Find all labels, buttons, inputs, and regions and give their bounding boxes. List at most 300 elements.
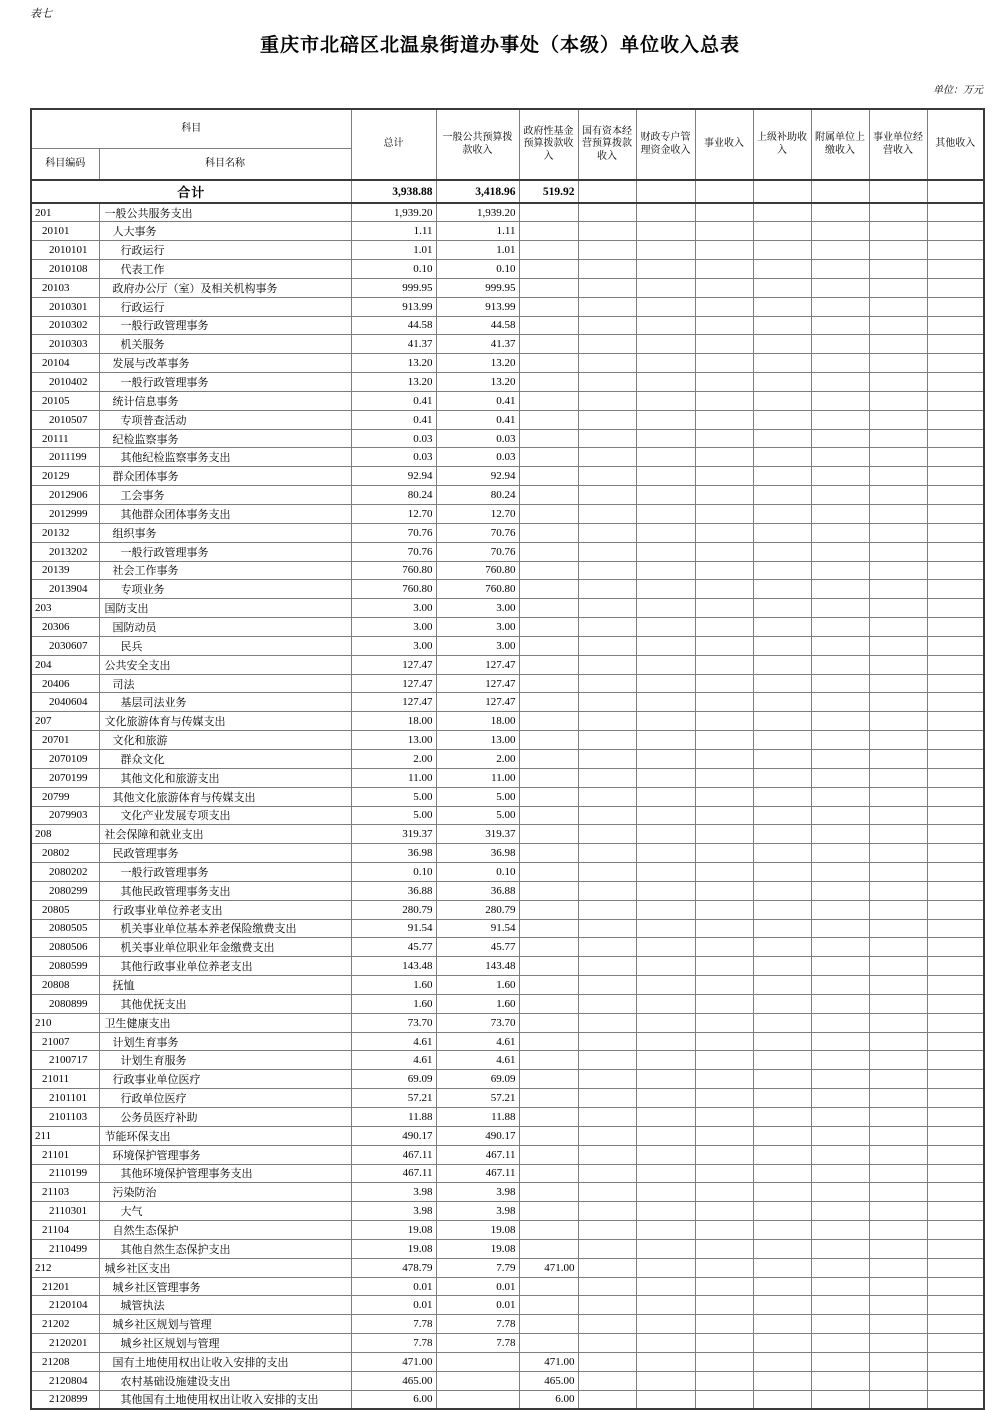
subject-name-cell: 行政事业单位养老支出: [99, 900, 351, 919]
value-cell: [519, 1296, 578, 1315]
total-value-cell: [811, 180, 869, 203]
value-cell: [695, 1183, 753, 1202]
value-cell: [695, 900, 753, 919]
value-cell: 57.21: [351, 1089, 436, 1108]
value-cell: [636, 787, 695, 806]
value-cell: [519, 1051, 578, 1070]
value-cell: [811, 467, 869, 486]
value-cell: [636, 976, 695, 995]
value-cell: [636, 900, 695, 919]
value-cell: [753, 1352, 811, 1371]
value-cell: [695, 712, 753, 731]
subject-code-cell: 2040604: [31, 693, 99, 712]
value-cell: [753, 1126, 811, 1145]
value-cell: [519, 844, 578, 863]
value-cell: [927, 787, 984, 806]
value-cell: [636, 1277, 695, 1296]
subject-name-cell: 机关服务: [99, 335, 351, 354]
value-cell: 7.78: [436, 1315, 519, 1334]
value-cell: [636, 825, 695, 844]
value-cell: [927, 391, 984, 410]
value-cell: [811, 429, 869, 448]
table-header: [31, 109, 984, 180]
value-cell: [811, 636, 869, 655]
subject-code-cell: 21104: [31, 1221, 99, 1240]
value-cell: [927, 1126, 984, 1145]
value-cell: [811, 938, 869, 957]
subject-name-cell: 行政事业单位医疗: [99, 1070, 351, 1089]
value-cell: [869, 316, 927, 335]
subject-code-cell: 21101: [31, 1145, 99, 1164]
value-cell: [695, 260, 753, 279]
subject-code-cell: 211: [31, 1126, 99, 1145]
value-cell: [578, 787, 636, 806]
value-cell: [519, 260, 578, 279]
value-cell: [753, 391, 811, 410]
value-cell: [811, 881, 869, 900]
value-cell: [578, 1070, 636, 1089]
value-cell: [695, 844, 753, 863]
value-cell: [869, 1051, 927, 1070]
subject-name-cell: 行政运行: [99, 297, 351, 316]
table-row: [31, 806, 984, 825]
value-cell: [811, 505, 869, 524]
value-cell: [578, 749, 636, 768]
value-cell: 467.11: [351, 1145, 436, 1164]
value-cell: [753, 599, 811, 618]
subject-name-cell: 其他自然生态保护支出: [99, 1239, 351, 1258]
table-row: [31, 542, 984, 561]
value-cell: [519, 1089, 578, 1108]
value-cell: [869, 863, 927, 882]
value-cell: [578, 561, 636, 580]
value-cell: [927, 448, 984, 467]
table-row: [31, 1390, 984, 1409]
header-value-col-3: 政府性基金预算拨款收入: [519, 109, 578, 180]
value-cell: [927, 768, 984, 787]
subject-code-cell: 210: [31, 1013, 99, 1032]
value-cell: [753, 1032, 811, 1051]
value-cell: [869, 1013, 927, 1032]
table-row: [31, 976, 984, 995]
value-cell: [811, 919, 869, 938]
value-cell: [578, 580, 636, 599]
value-cell: [811, 278, 869, 297]
value-cell: [753, 731, 811, 750]
value-cell: [811, 749, 869, 768]
table-row: [31, 599, 984, 618]
value-cell: [519, 467, 578, 486]
value-cell: [869, 542, 927, 561]
value-cell: [811, 825, 869, 844]
value-cell: [519, 768, 578, 787]
subject-name-cell: 其他文化旅游体育与传媒支出: [99, 787, 351, 806]
subject-name-cell: 统计信息事务: [99, 391, 351, 410]
value-cell: [519, 900, 578, 919]
value-cell: [695, 599, 753, 618]
value-cell: [578, 241, 636, 260]
value-cell: [811, 1145, 869, 1164]
value-cell: [811, 1089, 869, 1108]
value-cell: 0.10: [351, 260, 436, 279]
value-cell: [578, 712, 636, 731]
value-cell: [927, 976, 984, 995]
subject-code-cell: 2011199: [31, 448, 99, 467]
value-cell: [578, 957, 636, 976]
value-cell: [695, 1221, 753, 1240]
value-cell: 467.11: [436, 1145, 519, 1164]
value-cell: 127.47: [436, 693, 519, 712]
table-row: [31, 1183, 984, 1202]
subject-name-cell: 文化和旅游: [99, 731, 351, 750]
value-cell: 80.24: [436, 486, 519, 505]
value-cell: [636, 674, 695, 693]
value-cell: 5.00: [436, 787, 519, 806]
value-cell: [811, 580, 869, 599]
subject-name-cell: 其他行政事业单位养老支出: [99, 957, 351, 976]
value-cell: 11.88: [436, 1108, 519, 1127]
value-cell: [811, 1239, 869, 1258]
value-cell: [927, 731, 984, 750]
value-cell: [927, 1390, 984, 1409]
subject-name-cell: 一般行政管理事务: [99, 863, 351, 882]
value-cell: [927, 260, 984, 279]
value-cell: [753, 1390, 811, 1409]
value-cell: [927, 1202, 984, 1221]
value-cell: [519, 693, 578, 712]
table-row: [31, 486, 984, 505]
value-cell: 7.78: [436, 1334, 519, 1353]
value-cell: [578, 391, 636, 410]
value-cell: [636, 863, 695, 882]
value-cell: [636, 768, 695, 787]
value-cell: 1.60: [436, 976, 519, 995]
subject-code-cell: 2010101: [31, 241, 99, 260]
subject-code-cell: 212: [31, 1258, 99, 1277]
value-cell: [811, 297, 869, 316]
subject-name-cell: 公共安全支出: [99, 655, 351, 674]
subject-name-cell: 社会保障和就业支出: [99, 825, 351, 844]
value-cell: [519, 806, 578, 825]
value-cell: 143.48: [436, 957, 519, 976]
value-cell: [636, 354, 695, 373]
value-cell: [927, 297, 984, 316]
value-cell: [811, 976, 869, 995]
value-cell: [753, 1183, 811, 1202]
subject-name-cell: 城乡社区管理事务: [99, 1277, 351, 1296]
value-cell: [753, 844, 811, 863]
value-cell: [578, 1145, 636, 1164]
subject-name-cell: 群众团体事务: [99, 467, 351, 486]
subject-name-cell: 代表工作: [99, 260, 351, 279]
value-cell: 11.88: [351, 1108, 436, 1127]
value-cell: [811, 391, 869, 410]
value-cell: [927, 542, 984, 561]
subject-name-cell: 其他纪检监察事务支出: [99, 448, 351, 467]
value-cell: [578, 373, 636, 392]
value-cell: [578, 1108, 636, 1127]
subject-name-cell: 文化产业发展专项支出: [99, 806, 351, 825]
value-cell: 4.61: [351, 1051, 436, 1070]
table-number-label: 表七: [30, 8, 52, 20]
value-cell: [695, 354, 753, 373]
table-row: [31, 1296, 984, 1315]
value-cell: [869, 1315, 927, 1334]
table-row: [31, 919, 984, 938]
value-cell: [869, 693, 927, 712]
value-cell: 6.00: [519, 1390, 578, 1409]
value-cell: 1,939.20: [351, 203, 436, 222]
subject-name-cell: 民兵: [99, 636, 351, 655]
value-cell: [636, 1164, 695, 1183]
subject-name-cell: 自然生态保护: [99, 1221, 351, 1240]
header-value-col-7: 上级补助收入: [753, 109, 811, 180]
value-cell: [519, 636, 578, 655]
value-cell: [695, 467, 753, 486]
subject-name-cell: 其他环境保护管理事务支出: [99, 1164, 351, 1183]
value-cell: [636, 1258, 695, 1277]
subject-code-cell: 20132: [31, 523, 99, 542]
value-cell: 0.03: [436, 448, 519, 467]
value-cell: 319.37: [436, 825, 519, 844]
value-cell: 41.37: [351, 335, 436, 354]
page-title: 重庆市北碚区北温泉街道办事处（本级）单位收入总表: [259, 35, 740, 56]
subject-code-cell: 2080299: [31, 881, 99, 900]
value-cell: [578, 636, 636, 655]
value-cell: 913.99: [351, 297, 436, 316]
value-cell: [519, 1277, 578, 1296]
value-cell: 11.00: [436, 768, 519, 787]
value-cell: [753, 1221, 811, 1240]
value-cell: [927, 1371, 984, 1390]
value-cell: [695, 523, 753, 542]
table-row: [31, 1089, 984, 1108]
value-cell: 6.00: [351, 1390, 436, 1409]
value-cell: [695, 674, 753, 693]
value-cell: [753, 486, 811, 505]
value-cell: [519, 825, 578, 844]
subject-code-cell: 2013202: [31, 542, 99, 561]
subject-code-cell: 20701: [31, 731, 99, 750]
table-row: [31, 297, 984, 316]
table-row: [31, 523, 984, 542]
subject-code-cell: 20306: [31, 618, 99, 637]
value-cell: 465.00: [351, 1371, 436, 1390]
value-cell: [636, 618, 695, 637]
value-cell: [636, 260, 695, 279]
value-cell: [811, 1221, 869, 1240]
value-cell: [695, 561, 753, 580]
value-cell: [578, 938, 636, 957]
table-row: [31, 731, 984, 750]
value-cell: [927, 636, 984, 655]
value-cell: [869, 957, 927, 976]
value-cell: [578, 863, 636, 882]
value-cell: [753, 1164, 811, 1183]
subject-code-cell: 2010302: [31, 316, 99, 335]
table-row: [31, 693, 984, 712]
value-cell: [811, 1108, 869, 1127]
value-cell: [753, 429, 811, 448]
value-cell: 4.61: [436, 1032, 519, 1051]
subject-name-cell: 基层司法业务: [99, 693, 351, 712]
value-cell: [578, 1221, 636, 1240]
value-cell: [636, 1108, 695, 1127]
value-cell: [927, 994, 984, 1013]
value-cell: [811, 1296, 869, 1315]
value-cell: [695, 957, 753, 976]
value-cell: [753, 1315, 811, 1334]
value-cell: 13.20: [436, 354, 519, 373]
total-label: 合计: [31, 180, 351, 203]
value-cell: [636, 410, 695, 429]
value-cell: [927, 957, 984, 976]
value-cell: 36.98: [436, 844, 519, 863]
value-cell: [519, 749, 578, 768]
subject-code-cell: 2110199: [31, 1164, 99, 1183]
value-cell: [519, 655, 578, 674]
value-cell: 44.58: [436, 316, 519, 335]
subject-code-cell: 20104: [31, 354, 99, 373]
value-cell: 0.03: [436, 429, 519, 448]
value-cell: [695, 976, 753, 995]
value-cell: [753, 580, 811, 599]
value-cell: [636, 297, 695, 316]
table-row: [31, 222, 984, 241]
table-row: [31, 1032, 984, 1051]
value-cell: [753, 957, 811, 976]
value-cell: [695, 749, 753, 768]
value-cell: 3.00: [436, 618, 519, 637]
table-row: [31, 787, 984, 806]
value-cell: [927, 900, 984, 919]
table-row: [31, 618, 984, 637]
subject-name-cell: 其他文化和旅游支出: [99, 768, 351, 787]
table-row: [31, 203, 984, 222]
value-cell: 127.47: [436, 655, 519, 674]
value-cell: 70.76: [436, 523, 519, 542]
value-cell: [578, 278, 636, 297]
total-value-cell: [869, 180, 927, 203]
value-cell: 57.21: [436, 1089, 519, 1108]
value-cell: 467.11: [436, 1164, 519, 1183]
value-cell: [753, 712, 811, 731]
value-cell: [636, 429, 695, 448]
value-cell: [811, 599, 869, 618]
value-cell: [519, 787, 578, 806]
value-cell: [927, 825, 984, 844]
value-cell: [695, 1334, 753, 1353]
subject-code-cell: 21011: [31, 1070, 99, 1089]
value-cell: 73.70: [436, 1013, 519, 1032]
value-cell: [811, 1390, 869, 1409]
value-cell: [519, 486, 578, 505]
table-row: [31, 467, 984, 486]
value-cell: 999.95: [436, 278, 519, 297]
subject-name-cell: 发展与改革事务: [99, 354, 351, 373]
subject-name-cell: 农村基础设施建设支出: [99, 1371, 351, 1390]
value-cell: [811, 260, 869, 279]
value-cell: 7.78: [351, 1315, 436, 1334]
value-cell: [927, 278, 984, 297]
value-cell: [519, 1239, 578, 1258]
subject-name-cell: 一般行政管理事务: [99, 373, 351, 392]
value-cell: [695, 1202, 753, 1221]
subject-name-cell: 行政单位医疗: [99, 1089, 351, 1108]
subject-name-cell: 其他民政管理事务支出: [99, 881, 351, 900]
subject-code-cell: 2070109: [31, 749, 99, 768]
value-cell: 913.99: [436, 297, 519, 316]
value-cell: [869, 1145, 927, 1164]
value-cell: [869, 655, 927, 674]
subject-name-cell: 一般公共服务支出: [99, 203, 351, 222]
value-cell: [636, 957, 695, 976]
value-cell: [753, 1013, 811, 1032]
value-cell: [869, 1352, 927, 1371]
value-cell: [753, 674, 811, 693]
value-cell: [927, 1051, 984, 1070]
value-cell: [869, 260, 927, 279]
subject-name-cell: 其他群众团体事务支出: [99, 505, 351, 524]
value-cell: [927, 1070, 984, 1089]
subject-name-cell: 司法: [99, 674, 351, 693]
subject-code-cell: 21202: [31, 1315, 99, 1334]
subject-code-cell: 2120899: [31, 1390, 99, 1409]
value-cell: [927, 561, 984, 580]
value-cell: [636, 938, 695, 957]
value-cell: [869, 1239, 927, 1258]
value-cell: [927, 354, 984, 373]
value-cell: [811, 1202, 869, 1221]
value-cell: 319.37: [351, 825, 436, 844]
value-cell: 7.79: [436, 1258, 519, 1277]
subject-code-cell: 21007: [31, 1032, 99, 1051]
subject-code-cell: 2080505: [31, 919, 99, 938]
value-cell: 3.00: [436, 636, 519, 655]
value-cell: [578, 976, 636, 995]
header-value-col-1: 总计: [351, 109, 436, 180]
value-cell: 760.80: [436, 561, 519, 580]
table-row: [31, 1277, 984, 1296]
value-cell: 471.00: [519, 1258, 578, 1277]
table-row: [31, 674, 984, 693]
value-cell: 1.60: [351, 976, 436, 995]
value-cell: [811, 806, 869, 825]
value-cell: [753, 863, 811, 882]
value-cell: [578, 768, 636, 787]
value-cell: [753, 1371, 811, 1390]
subject-name-cell: 城乡社区规划与管理: [99, 1315, 351, 1334]
value-cell: [753, 542, 811, 561]
value-cell: [636, 203, 695, 222]
value-cell: [811, 674, 869, 693]
value-cell: [811, 712, 869, 731]
value-cell: [519, 222, 578, 241]
value-cell: [519, 618, 578, 637]
value-cell: [811, 655, 869, 674]
value-cell: [869, 561, 927, 580]
subject-name-cell: 污染防治: [99, 1183, 351, 1202]
value-cell: 36.88: [351, 881, 436, 900]
value-cell: [436, 1371, 519, 1390]
value-cell: [869, 806, 927, 825]
value-cell: [927, 1221, 984, 1240]
value-cell: [869, 1164, 927, 1183]
value-cell: [519, 1032, 578, 1051]
value-cell: [695, 881, 753, 900]
subject-code-cell: 2080899: [31, 994, 99, 1013]
value-cell: [578, 1371, 636, 1390]
